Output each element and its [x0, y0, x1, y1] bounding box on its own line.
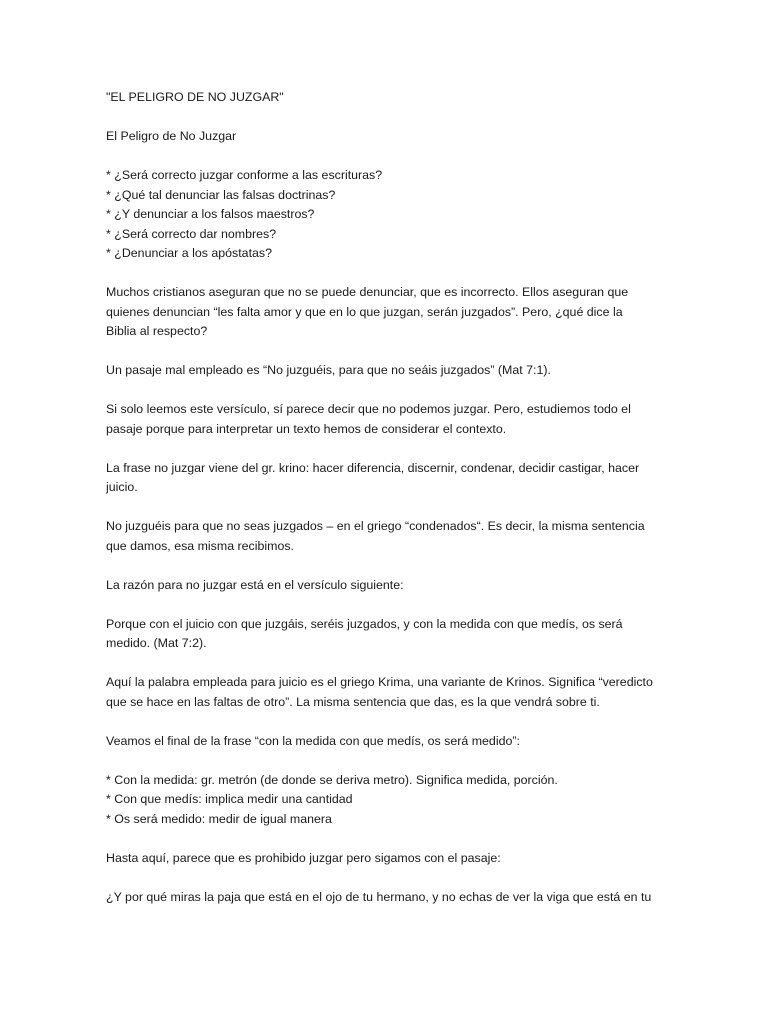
- paragraph-7: [106, 615, 668, 654]
- question-list: [106, 166, 668, 264]
- paragraph-1: [106, 283, 668, 342]
- paragraph-line: No juzguéis para que no seas juzgados – en el griego “condenados“. Es decir, la misma sentencia: [106, 519, 645, 533]
- paragraph-line: Biblia al respecto?: [106, 324, 208, 338]
- paragraph-line: pasaje porque para interpretar un texto hemos de considerar el contexto.: [106, 421, 507, 436]
- paragraph-line: Un pasaje mal empleado es “No juzguéis, para que no seáis juzgados” (Mat 7:1).: [106, 363, 551, 377]
- paragraph-10: [106, 849, 668, 869]
- paragraph-line: Aquí la palabra empleada para juicio es el griego Krima, una variante de Krinos. Significa “veredicto: [106, 675, 653, 689]
- definition-list: [106, 771, 668, 830]
- paragraph-line: medido. (Mat 7:2).: [106, 636, 207, 650]
- question-item: * ¿Será correcto dar nombres?: [106, 226, 277, 241]
- paragraph-11: [106, 888, 668, 908]
- paragraph-3: [106, 400, 668, 439]
- question-item: * ¿Y denunciar a los falsos maestros?: [106, 207, 315, 221]
- document-title-quoted: [106, 88, 668, 108]
- paragraph-line: Porque con el juicio con que juzgáis, seréis juzgados, y con la medida con que medís, os será: [106, 616, 623, 631]
- paragraph-line: Hasta aquí, parece que es prohibido juzgar pero sigamos con el pasaje:: [106, 850, 501, 865]
- definition-item: * Con que medís: implica medir una cantidad: [106, 792, 353, 806]
- paragraph-6: [106, 576, 668, 596]
- paragraph-2: [106, 361, 668, 381]
- paragraph-8: [106, 673, 668, 712]
- definition-item: * Os será medido: medir de igual manera: [106, 811, 332, 826]
- paragraph-line: Muchos cristianos aseguran que no se puede denunciar, que es incorrecto. Ellos aseguran que: [106, 285, 629, 299]
- paragraph-line: Veamos el final de la frase “con la medida con que medís, os será medido”:: [106, 733, 520, 748]
- paragraph-line: La frase no juzgar viene del gr. krino: hacer diferencia, discernir, condenar, decidir castigar, hacer: [106, 460, 640, 475]
- paragraph-line: que damos, esa misma recibimos.: [106, 538, 294, 553]
- document-heading: [106, 127, 668, 147]
- heading-text: El Peligro de No Juzgar: [106, 129, 237, 143]
- paragraph-line: Si solo leemos este versículo, sí parece decir que no podemos juzgar. Pero, estudiemos todo el: [106, 402, 631, 416]
- paragraph-line: La razón para no juzgar está en el versículo siguiente:: [106, 577, 404, 592]
- paragraph-4: [106, 459, 668, 498]
- paragraph-9: [106, 732, 668, 752]
- question-item: * ¿Qué tal denunciar las falsas doctrinas?: [106, 187, 336, 202]
- definition-item: * Con la medida: gr. metrón (de donde se deriva metro). Significa medida, porción.: [106, 772, 558, 787]
- title-text: "EL PELIGRO DE NO JUZGAR": [106, 90, 284, 104]
- paragraph-line: que se hace en las faltas de otro”. La misma sentencia que das, es la que vendrá sobre ti.: [106, 694, 600, 709]
- question-item: * ¿Será correcto juzgar conforme a las escrituras?: [106, 168, 383, 182]
- paragraph-line: quienes denuncian “les falta amor y que en lo que juzgan, serán juzgados”. Pero, ¿qué dice la: [106, 304, 623, 319]
- paragraph-5: [106, 517, 668, 556]
- paragraph-line: ¿Y por qué miras la paja que está en el ojo de tu hermano, y no echas de ver la viga que está en tu: [106, 889, 652, 904]
- paragraph-line: juicio.: [106, 480, 138, 494]
- question-item: * ¿Denunciar a los apóstatas?: [106, 246, 272, 260]
